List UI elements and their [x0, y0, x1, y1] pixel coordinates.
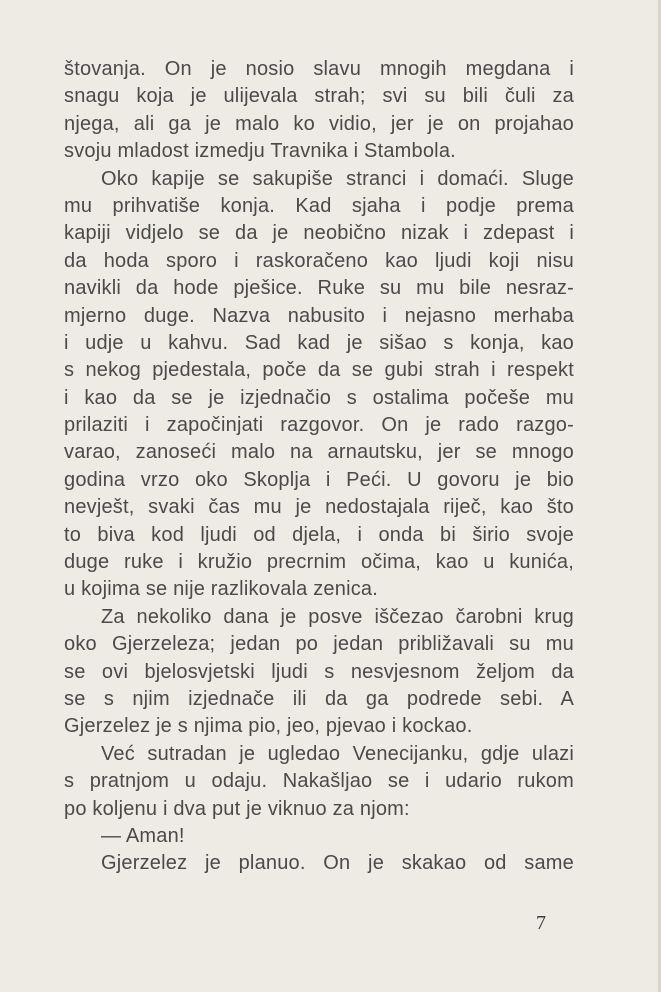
text-line: svoju mladost izmedju Travnika i Stambola. — [64, 140, 456, 163]
text-line: Oko kapije se sakupiše stranci i domaći. Sluge — [101, 167, 574, 190]
text-line: — Aman! — [101, 824, 185, 847]
text-line: i kao da se je izjednačio s ostalima počeše mu — [64, 386, 574, 409]
text-line: štovanja. On je nosio slavu mnogih megdana i — [64, 58, 574, 80]
text-line: godina vrzo oko Skoplja i Peći. U govoru je bio — [64, 468, 574, 491]
text-line: kapiji vidjelo se da je neobično nizak i zdepast i — [64, 222, 574, 245]
text-line: Gjerzelez je s njima pio, jeo, pjevao i kockao. — [64, 715, 473, 738]
text-line: Gjerzelez je planuo. On je skakao od same — [101, 852, 574, 875]
text-line: navikli da hode pješice. Ruke su mu bile nesraz- — [64, 277, 574, 300]
text-line: u kojima se nije razlikovala zenica. — [64, 578, 379, 601]
text-line: po koljenu i dva put je viknuo za njom: — [64, 797, 410, 820]
text-line: s pratnjom u odaju. Nakašljao se i udario rukom — [64, 770, 574, 793]
text-line: oko Gjerzeleza; jedan po jedan približavali su mu — [64, 633, 574, 656]
text-line: s nekog pjedestala, poče da se gubi strah i respekt — [64, 359, 574, 382]
text-line: Već sutradan je ugledao Venecijanku, gdje ulazi — [101, 742, 574, 765]
text-line: nevješt, svaki čas mu je nedostajala riječ, kao što — [64, 496, 574, 519]
text-line: mjerno duge. Nazva nabusito i nejasno merhaba — [64, 304, 574, 327]
text-line: prilaziti i započinjati razgovor. On je rado razgo- — [64, 414, 574, 437]
text-line: duge ruke i kružio precrnim očima, kao u kunića, — [64, 551, 574, 574]
text-line: Za nekoliko dana je posve iščezao čarobni krug — [101, 605, 574, 628]
text-line: snagu koja je ulijevala strah; svi su bili čuli za — [64, 85, 574, 108]
text-line: da hoda sporo i raskoračeno kao ljudi koji nisu — [64, 249, 574, 272]
page-number: 7 — [536, 912, 546, 934]
text-line: se ovi bjelosvjetski ljudi s nesvjesnom željom da — [64, 660, 574, 683]
text-line: mu prihvatiše konja. Kad sjaha i podje prema — [64, 194, 574, 217]
body-text — [64, 56, 574, 878]
text-line: to biva kod ljudi od djela, i onda bi širio svoje — [64, 523, 574, 546]
text-line: varao, zanoseći malo na arnautsku, jer se mnogo — [64, 441, 574, 464]
text-line: se s njim izjednače ili da ga podrede sebi. A — [64, 687, 574, 710]
text-line: i udje u kahvu. Sad kad je sišao s konja, kao — [64, 331, 574, 354]
text-line: njega, ali ga je malo ko vidio, jer je on projahao — [64, 112, 574, 135]
